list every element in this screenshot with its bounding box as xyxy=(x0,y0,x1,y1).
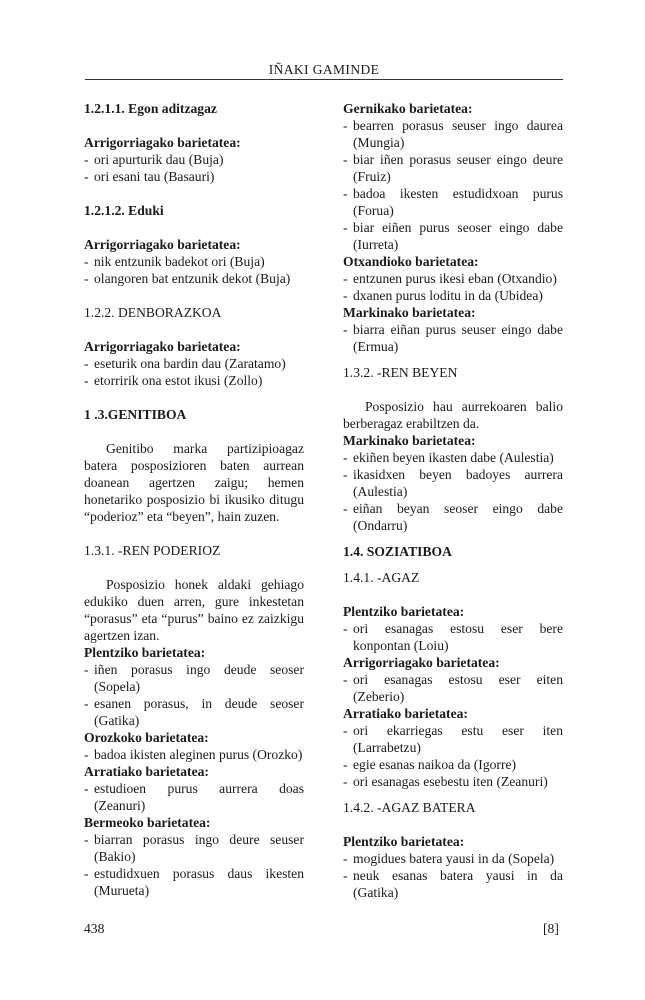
section-heading: 1.4. SOZIATIBOA xyxy=(343,544,452,559)
list-item: - bearren porasus seuser ingo daurea (Mungia) xyxy=(343,118,563,150)
section-heading: 1 .3.GENITIBOA xyxy=(84,407,187,422)
list-item: - esanen porasus, in deude seoser (Gatika) xyxy=(84,696,304,728)
section-heading: 1.2.1.2. Eduki xyxy=(84,203,164,218)
variety-label: Plentziko barietatea: xyxy=(84,645,206,660)
list-item: - etorririk ona estot ikusi (Zollo) xyxy=(84,373,263,388)
list-item: - eseturik ona bardin dau (Zaratamo) xyxy=(84,356,286,371)
variety-label: Gernikako barietatea: xyxy=(343,101,473,116)
variety-label: Orozkoko barietatea: xyxy=(84,730,209,745)
running-head: IÑAKI GAMINDE xyxy=(268,62,380,77)
list-item: - ori ekarriegas estu eser iten (Larrabetzu) xyxy=(343,723,563,755)
body-paragraph: Genitibo marka partizipioagaz batera posposizioren baten aurrean doanean agertzen zaigu; hemen honetariko posposizio bi ikusiko ditugu “poderioz” eta “beyen”, hain zuzen. xyxy=(84,441,304,524)
list-item: - badoa ikisten aleginen purus (Orozko) xyxy=(84,747,303,762)
variety-label: Arratiako barietatea: xyxy=(343,706,468,721)
variety-label: Plentziko barietatea: xyxy=(343,604,465,619)
section-heading: 1.2.1.1. Egon aditzagaz xyxy=(84,101,217,116)
list-item: - biar eiñen purus seoser eingo dabe (Iurreta) xyxy=(343,220,563,252)
list-item: - olangoren bat entzunik dekot (Buja) xyxy=(84,271,291,286)
list-item: - ori esanagas esebestu iten (Zeanuri) xyxy=(343,774,548,789)
list-item: - estudioen purus aurrera doas (Zeanuri) xyxy=(84,781,304,813)
list-item: - entzunen purus ikesi eban (Otxandio) xyxy=(343,271,557,286)
variety-label: Arratiako barietatea: xyxy=(84,764,209,779)
list-item: - biar iñen porasus seuser eingo deure (Fruiz) xyxy=(343,152,563,184)
list-item: - eiñan beyan seoser eingo dabe (Ondarru) xyxy=(343,501,563,533)
variety-label: Markinako barietatea: xyxy=(343,305,476,320)
list-item: - ekiñen beyen ikasten dabe (Aulestia) xyxy=(343,450,554,465)
variety-label: Plentziko barietatea: xyxy=(343,834,465,849)
page-number: 438 xyxy=(84,921,105,936)
variety-label: Arrigorriagako barietatea: xyxy=(84,339,241,354)
left-column xyxy=(84,100,304,899)
sequence-number: [8] xyxy=(543,921,559,936)
header-rule xyxy=(85,79,563,80)
list-item: - badoa ikesten estudidxoan purus (Forua) xyxy=(343,186,563,218)
list-item: - mogidues batera yausi in da (Sopela) xyxy=(343,851,555,866)
variety-label: Arrigorriagako barietatea: xyxy=(84,135,241,150)
variety-label: Markinako barietatea: xyxy=(343,433,476,448)
variety-label: Otxandioko barietatea: xyxy=(343,254,479,269)
variety-label: Arrigorriagako barietatea: xyxy=(84,237,241,252)
section-heading: 1.4.2. -AGAZ BATERA xyxy=(343,800,476,815)
section-heading: 1.2.2. DENBORAZKOA xyxy=(84,305,222,320)
list-item: - ori esani tau (Basauri) xyxy=(84,169,215,184)
list-item: - biarra eiñan purus seuser eingo dabe (Ermua) xyxy=(343,322,563,354)
list-item: - ori esanagas estosu eser bere konpontan (Loiu) xyxy=(343,621,563,653)
list-item: - iñen porasus ingo deude seoser (Sopela) xyxy=(84,662,304,694)
section-heading: 1.3.1. -REN PODERIOZ xyxy=(84,543,221,558)
list-item: - ori apurturik dau (Buja) xyxy=(84,152,224,167)
body-paragraph: Posposizio hau aurrekoaren balio berberagaz erabiltzen da. xyxy=(343,399,563,431)
list-item: - egie esanas naikoa da (Igorre) xyxy=(343,757,517,772)
body-paragraph: Posposizio honek aldaki gehiago edukiko duen arren, gure inkestetan “porasus” eta “purus” baino ez zaizkigu agertzen izan. xyxy=(84,577,304,643)
section-heading: 1.3.2. -REN BEYEN xyxy=(343,365,458,380)
list-item: - ikasidxen beyen badoyes aurrera (Aulestia) xyxy=(343,467,563,499)
list-item: - neuk esanas batera yausi in da (Gatika) xyxy=(343,868,563,900)
list-item: - estudidxuen porasus daus ikesten (Murueta) xyxy=(84,866,304,898)
list-item: - nik entzunik badekot ori (Buja) xyxy=(84,254,265,269)
variety-label: Arrigorriagako barietatea: xyxy=(343,655,500,670)
right-column xyxy=(343,100,563,901)
section-heading: 1.4.1. -AGAZ xyxy=(343,570,420,585)
list-item: - dxanen purus loditu in da (Ubidea) xyxy=(343,288,543,303)
list-item: - ori esanagas estosu eser eiten (Zeberio) xyxy=(343,672,563,704)
list-item: - biarran porasus ingo deure seuser (Bakio) xyxy=(84,832,304,864)
variety-label: Bermeoko barietatea: xyxy=(84,815,211,830)
